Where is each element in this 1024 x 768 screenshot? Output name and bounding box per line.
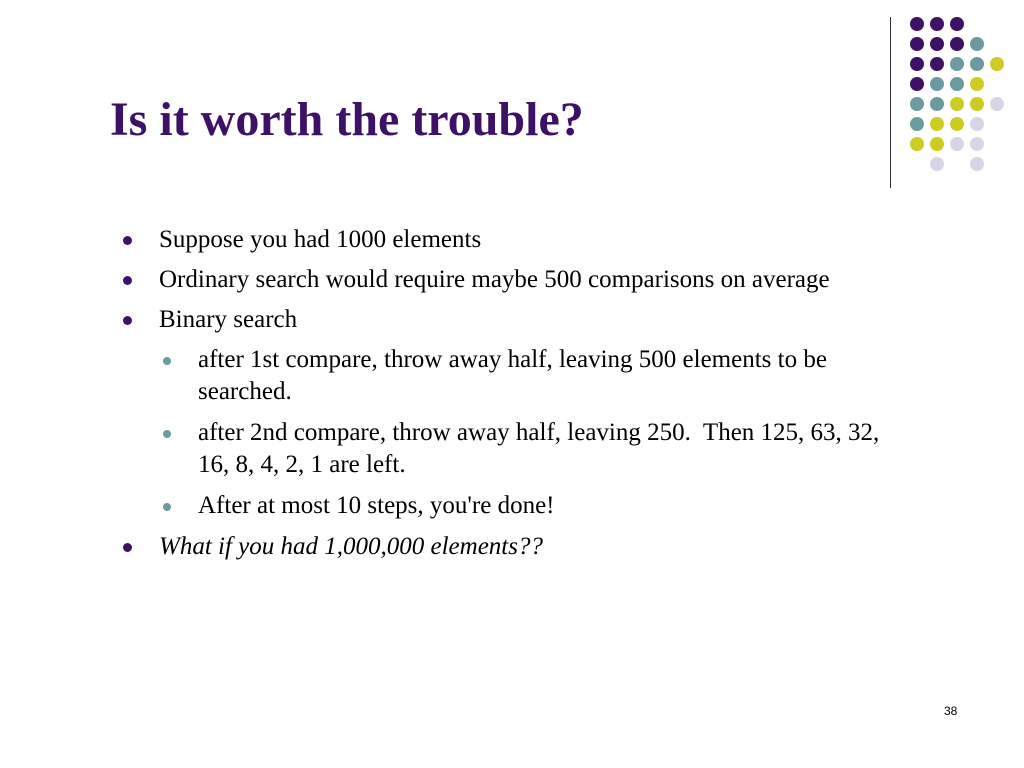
decorative-dot <box>910 17 924 31</box>
bullet-list <box>0 224 1024 571</box>
sub-bullet-item <box>0 417 908 481</box>
bullet-item <box>0 264 879 296</box>
decorative-dot <box>950 37 964 51</box>
bullet-item <box>0 531 879 563</box>
decorative-dot <box>950 17 964 31</box>
decorative-dot <box>950 97 964 111</box>
decorative-dot <box>970 57 984 71</box>
decorative-dot <box>970 157 984 171</box>
decorative-dot <box>910 137 924 151</box>
sub-bullet-item <box>0 344 908 408</box>
title-divider-line <box>890 17 891 188</box>
decorative-dot <box>970 37 984 51</box>
decorative-dot <box>930 137 944 151</box>
sub-bullet-text: After at most 10 steps, you're done! <box>198 492 555 519</box>
decorative-dot <box>910 77 924 91</box>
decorative-dot <box>950 117 964 131</box>
decorative-dot <box>930 57 944 71</box>
decorative-dot <box>970 97 984 111</box>
bullet-item <box>0 304 879 336</box>
decorative-dot <box>930 157 944 171</box>
sub-bullet-dot-icon <box>163 357 171 365</box>
bullet-text: What if you had 1,000,000 elements?? <box>159 533 543 560</box>
decorative-dot <box>990 97 1004 111</box>
decorative-dot <box>930 37 944 51</box>
sub-bullet-item <box>0 490 908 522</box>
decorative-dot <box>930 117 944 131</box>
bullet-dot-icon <box>123 276 132 285</box>
decorative-dot <box>910 97 924 111</box>
decorative-dot-grid <box>905 10 1005 170</box>
sub-bullet-text: after 2nd compare, throw away half, leaving 250. Then 125, 63, 32, 16, 8, 4, 2, 1 are left. <box>198 419 886 478</box>
sub-bullet-text: after 1st compare, throw away half, leaving 500 elements to be searched. <box>198 346 827 405</box>
decorative-dot <box>970 117 984 131</box>
decorative-dot <box>930 17 944 31</box>
decorative-dot <box>970 137 984 151</box>
page-number: 38 <box>944 704 958 718</box>
bullet-dot-icon <box>123 543 132 552</box>
bullet-text: Binary search <box>159 306 298 333</box>
sub-bullet-dot-icon <box>163 430 171 438</box>
decorative-dot <box>930 77 944 91</box>
sub-bullet-dot-icon <box>163 503 171 511</box>
decorative-dot <box>950 57 964 71</box>
decorative-dot <box>910 117 924 131</box>
slide-title: Is it worth the trouble? <box>110 93 584 146</box>
decorative-dot <box>950 77 964 91</box>
decorative-dot <box>930 97 944 111</box>
bullet-text: Suppose you had 1000 elements <box>159 226 482 253</box>
bullet-item <box>0 224 879 256</box>
bullet-dot-icon <box>123 236 132 245</box>
bullet-dot-icon <box>123 316 132 325</box>
bullet-text: Ordinary search would require maybe 500 comparisons on average <box>159 266 830 293</box>
decorative-dot <box>950 137 964 151</box>
decorative-dot <box>970 77 984 91</box>
decorative-dot <box>910 57 924 71</box>
decorative-dot <box>910 37 924 51</box>
decorative-dot <box>990 57 1004 71</box>
